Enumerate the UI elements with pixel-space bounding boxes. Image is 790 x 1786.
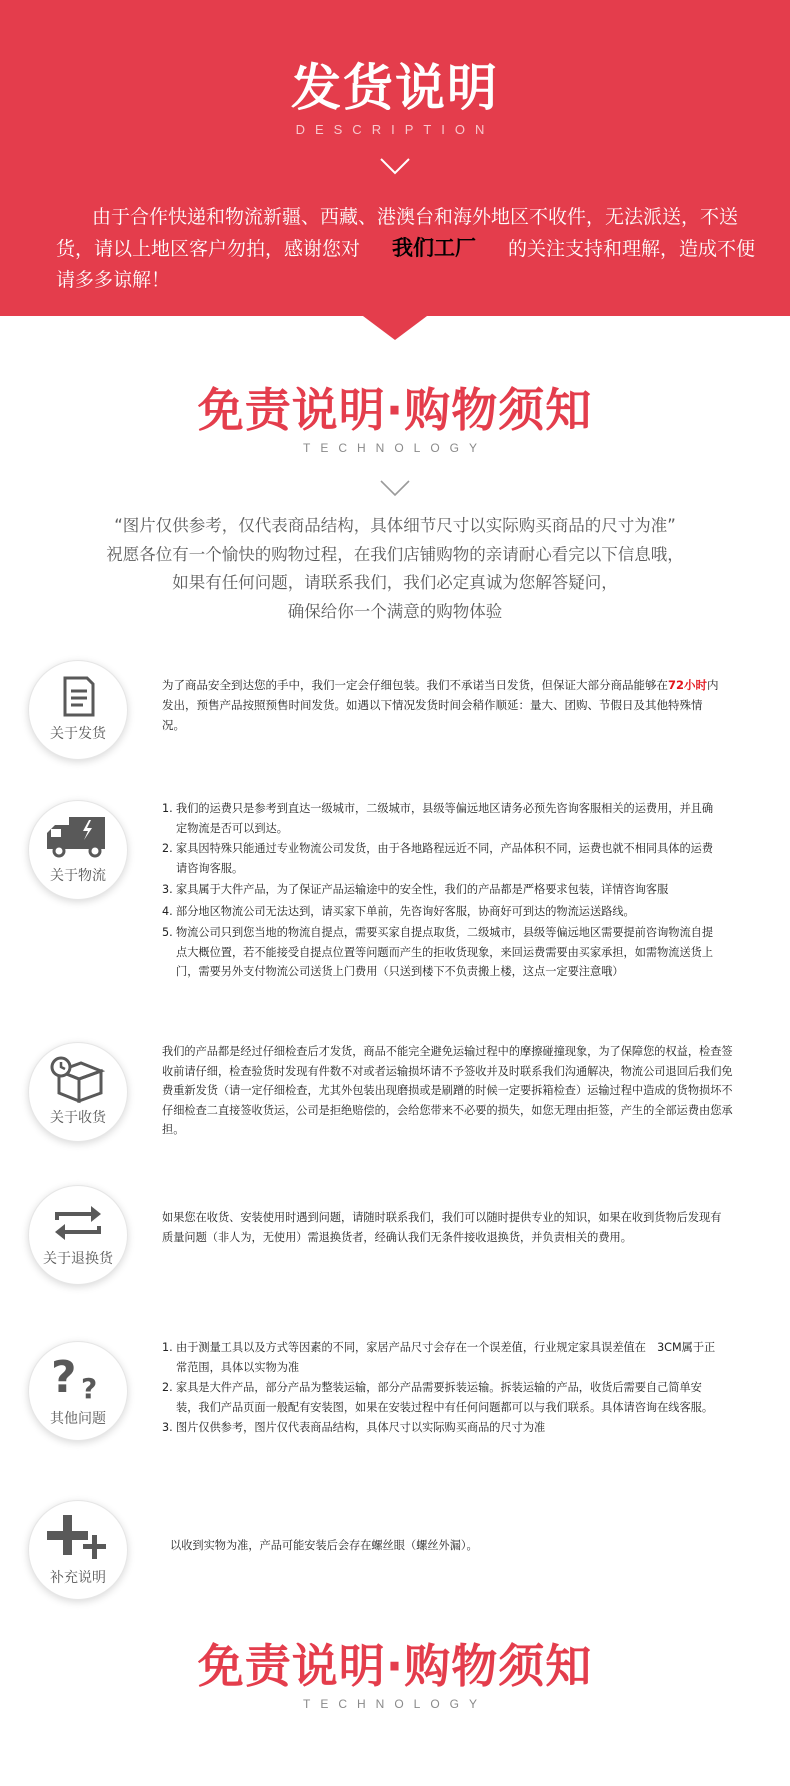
shipping-label: 关于发货 [50,726,106,742]
intro-line: “图片仅供参考，仅代表商品结构，具体细节尺寸以实际购买商品的尺寸为准” [114,516,676,535]
list-item: 3. 图片仅供参考，图片仅代表商品结构，具体尺寸以实际购买商品的尺寸为准 [162,1421,546,1434]
list-item: 2. 家具因特殊只能通过专业物流公司发货，由于各地路程远近不同，产品体积不同，运费也就不相同具体的运费请咨询客服。 [162,842,714,875]
returns-text: 如果您在收货、安装使用时遇到问题，请随时联系我们，我们可以随时提供专业的知识，如果在收到货物后发现有质量问题（非人为，无使用）需退换货者，经确认我们无条件接收退换货，并负责相关的费用。 [162,1211,722,1244]
returns-badge [28,1185,128,1285]
document-icon [29,661,127,759]
list-item: 2. 家具是大件产品，部分产品为整装运输，部分产品需要拆装运输。拆装运输的产品，收货后需要自己简单安装，我们产品页面一般配有安装图，如果在安装过程中有任何问题都可以与我们联系。具体请咨询在线客服。 [162,1381,714,1414]
section-subtitle: TECHNOLOGY [302,441,487,455]
section-title: 免责说明·购物须知 [197,383,593,437]
shipping-badge [28,660,128,760]
svg-text:?: ? [51,1352,77,1403]
logistics-list [162,799,718,982]
shipping-text-post: 内发出，预售产品按照预售时间发货。如遇以下情况发货时间会稍作顺延：量大、团购、节假日及其他特殊情况。 [162,678,719,732]
list-item: 1. 由于测量工具以及方式等因素的不同，家居产品尺寸会存在一个误差值，行业规定家具误差值在 3CM属于正常范围，具体以实物为准 [162,1341,716,1374]
exchange-arrows-icon [29,1186,127,1284]
banner-title: 发货说明 [291,59,499,117]
section-title: 免责说明·购物须知 [197,1639,593,1693]
returns-label: 关于退换货 [43,1251,113,1267]
supplement-text: 以收到实物为准，产品可能安装后会存在螺丝眼（螺丝外漏）。 [170,1539,478,1552]
other-label: 其他问题 [50,1411,106,1427]
list-item: 5. 物流公司只到您当地的物流自提点，需要买家自提点取货，二级城市，县级等偏远地区需要提前咨询物流自提点大概位置，若不能接受自提点位置等问题而产生的拒收货现象，来回运费需要由买家承担，如需物流送货上门，需要另外支付物流公司送货上门费用（只送到楼下不负责搬上楼，这点一定要注意哦） [162,926,714,978]
shipping-highlight: 72小时 [668,678,708,692]
banner-notice [56,202,756,296]
intro-line: 确保给你一个满意的购物体验 [287,601,503,621]
shipping-text [162,675,722,735]
receiving-text: 我们的产品都是经过仔细检查后才发货，商品不能完全避免运输过程中的摩擦碰撞现象，为了保障您的权益，检查签收前请仔细，检查验货时发现有件数不对或者运输损坏请不予签收并及时联系我们沟通解决，物流公司退回后我们免费重新发货（请一定仔细检查，尤其外包装出现磨损或是刷蹭的时候一定要拆箱检查）运输过程中造成的货物损坏不仔细检查二直接签收货运，公司是拒绝赔偿的，会给您带来不必要的损失，如您无理由拒签，产生的全部运费由您承担。 [162,1045,733,1136]
list-item: 4. 部分地区物流公司无法达到，请买家下单前，先咨询好客服，协商好可到达的物流运送路线。 [162,904,635,918]
receiving-badge [28,1042,128,1142]
shipping-text-pre: 为了商品安全到达您的手中，我们一定会仔细包装。我们不承诺当日发货，但保证大部分商品能够在 [162,678,668,692]
logistics-label: 关于物流 [50,868,106,884]
list-item: 3. 家具属于大件产品，为了保证产品运输途中的安全性，我们的产品都是严格要求包装，详情咨询客服 [162,883,669,896]
banner-subtitle: DESCRIPTION [295,122,495,137]
chevron-down-icon [379,478,411,498]
notice-text-after: 的关注支持和理解，造成不便请多多谅解！ [56,238,756,291]
intro-text [60,512,730,626]
intro-line: 如果有任何问题，请联系我们，我们必定真诚为您解答疑问， [172,573,618,592]
supplement-badge [28,1500,128,1600]
other-badge [28,1341,128,1441]
section-subtitle: TECHNOLOGY [302,1697,487,1711]
supplement-label: 补充说明 [50,1570,106,1586]
top-banner [0,0,790,316]
logistics-badge [28,800,128,900]
svg-text:?: ? [81,1372,98,1405]
intro-line: 祝愿各位有一个愉快的购物过程，在我们店铺购物的亲请耐心看完以下信息哦， [106,544,684,564]
receiving-label: 关于收货 [50,1110,106,1126]
notice-text-before: 由于合作快递和物流新疆、西藏、港澳台和海外地区不收件，无法派送，不送货，请以上地区客户勿拍，感谢您对 [56,206,739,260]
other-list [162,1338,718,1438]
chevron-down-icon [379,156,411,176]
banner-pointer [363,316,427,340]
brand-name: 我们工厂 [392,236,477,260]
list-item: 1. 我们的运费只是参考到直达一级城市，二级城市，县级等偏远地区请务必预先咨询客服相关的运费用，并且确定物流是否可以到达。 [162,802,714,835]
